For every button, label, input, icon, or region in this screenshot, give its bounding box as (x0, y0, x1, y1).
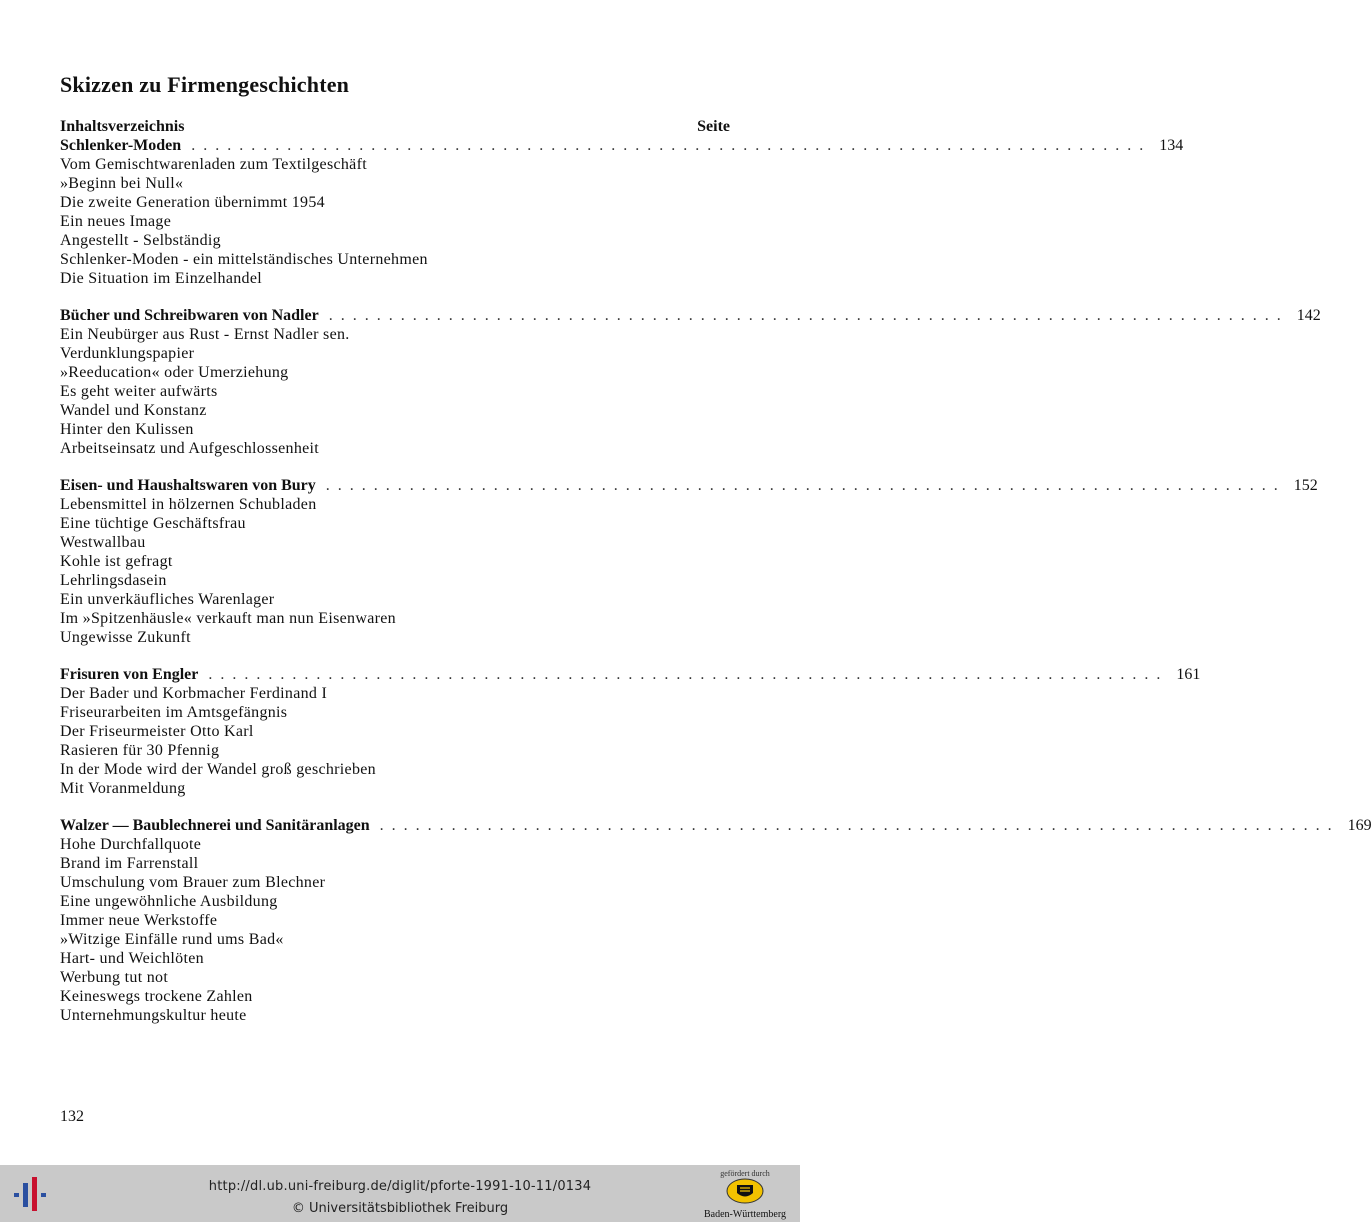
toc-entry: Friseurarbeiten im Amtsgefängnis (60, 704, 288, 721)
section-items (60, 495, 730, 647)
toc-entry: Im »Spitzenhäusle« verkauft man nun Eisenwaren (60, 610, 396, 627)
section-page-number: 161 (1176, 666, 1201, 683)
toc-entry: Unternehmungskultur heute (60, 1007, 247, 1024)
toc-section (60, 816, 1372, 1025)
toc-entry: »Witzige Einfälle rund ums Bad« (60, 931, 284, 948)
section-items (60, 325, 730, 458)
toc-entry: Brand im Farrenstall (60, 855, 199, 872)
dot-leader: . . . . . . . . . . . . . . . . . . . . . . . . . . . . . . . . . . . . . . . . . . . . . . . . . . . . . . . . . . . . . . . . . . . . . . . . . . . . . . . . (208, 666, 1163, 683)
toc-entry: Ein Neubürger aus Rust - Ernst Nadler sen. (60, 326, 350, 343)
toc-entry: Kohle ist gefragt (60, 553, 173, 570)
toc-entry: Wandel und Konstanz (60, 402, 207, 419)
toc-entry: Es geht weiter aufwärts (60, 383, 218, 400)
sponsor-logo (690, 1167, 800, 1222)
dot-leader: . . . . . . . . . . . . . . . . . . . . . . . . . . . . . . . . . . . . . . . . . . . . . . . . . . . . . . . . . . . . . . . . . . . . . . . . . . . . . . . . (325, 477, 1280, 494)
toc-entry: Mit Voranmeldung (60, 780, 186, 797)
section-title: Frisuren von Engler (60, 666, 199, 683)
sponsor-label-bottom: Baden-Württemberg (703, 1209, 786, 1220)
table-of-contents (60, 117, 1372, 1043)
toc-entry: In der Mode wird der Wandel groß geschrieben (60, 761, 376, 778)
toc-sections (60, 136, 1372, 1025)
toc-section (60, 665, 1201, 798)
section-title: Walzer — Baublechnerei und Sanitäranlagen (60, 817, 370, 834)
toc-entry: Rasieren für 30 Pfennig (60, 742, 220, 759)
toc-entry: Keineswegs trockene Zahlen (60, 988, 253, 1005)
footer-bar (0, 1165, 800, 1222)
section-items (60, 684, 730, 798)
section-page-number: 152 (1293, 477, 1318, 494)
page-number: 132 (60, 1108, 84, 1125)
toc-entry: Ein unverkäufliches Warenlager (60, 591, 275, 608)
toc-entry: Westwallbau (60, 534, 146, 551)
page-column-label: Seite (697, 118, 730, 135)
section-page-number: 169 (1347, 817, 1372, 834)
toc-entry: Der Friseurmeister Otto Karl (60, 723, 254, 740)
toc-entry: Lehrlingsdasein (60, 572, 167, 589)
toc-section-heading (60, 816, 1372, 835)
copyright-notice: © Universitätsbibliothek Freiburg (291, 1201, 509, 1216)
toc-section-heading (60, 306, 1321, 325)
toc-entry: Umschulung vom Brauer zum Blechner (60, 874, 326, 891)
section-items (60, 835, 730, 1025)
toc-header (60, 117, 730, 136)
toc-entry: Eine tüchtige Geschäftsfrau (60, 515, 246, 532)
toc-entry: Hart- und Weichlöten (60, 950, 204, 967)
toc-entry: Hinter den Kulissen (60, 421, 194, 438)
toc-entry: Eine ungewöhnliche Ausbildung (60, 893, 278, 910)
toc-entry: Ungewisse Zukunft (60, 629, 191, 646)
toc-section-heading (60, 136, 1184, 155)
toc-section-heading (60, 665, 1201, 684)
toc-entry: Arbeitseinsatz und Aufgeschlossenheit (60, 440, 320, 457)
state-seal-icon (725, 1178, 765, 1204)
permalink-url[interactable]: http://dl.ub.uni-freiburg.de/diglit/pforte-1991-10-11/0134 (208, 1179, 592, 1194)
toc-entry: Vom Gemischtwarenladen zum Textilgeschäft (60, 156, 367, 173)
toc-entry: Immer neue Werkstoffe (60, 912, 218, 929)
toc-entry: Lebensmittel in hölzernen Schubladen (60, 496, 317, 513)
toc-entry: Der Bader und Korbmacher Ferdinand I (60, 685, 328, 702)
section-title: Bücher und Schreibwaren von Nadler (60, 307, 319, 324)
toc-section (60, 136, 1184, 288)
section-items (60, 155, 730, 288)
page-title: Skizzen zu Firmengeschichten (60, 72, 350, 97)
section-title: Eisen- und Haushaltswaren von Bury (60, 477, 316, 494)
toc-section (60, 476, 1318, 647)
toc-entry: »Beginn bei Null« (60, 175, 184, 192)
toc-label: Inhaltsverzeichnis (60, 118, 185, 135)
toc-section (60, 306, 1321, 458)
toc-section-heading (60, 476, 1318, 495)
toc-entry: Schlenker-Moden - ein mittelständisches Unternehmen (60, 251, 428, 268)
toc-entry: Hohe Durchfallquote (60, 836, 202, 853)
section-page-number: 134 (1159, 137, 1184, 154)
toc-entry: Angestellt - Selbständig (60, 232, 221, 249)
section-title: Schlenker-Moden (60, 137, 182, 154)
sponsor-label-top: gefördert durch (720, 1169, 770, 1178)
toc-entry: Verdunklungspapier (60, 345, 195, 362)
dot-leader: . . . . . . . . . . . . . . . . . . . . . . . . . . . . . . . . . . . . . . . . . . . . . . . . . . . . . . . . . . . . . . . . . . . . . . . . . . . . . . . . (191, 137, 1146, 154)
dot-leader: . . . . . . . . . . . . . . . . . . . . . . . . . . . . . . . . . . . . . . . . . . . . . . . . . . . . . . . . . . . . . . . . . . . . . . . . . . . . . . . . (328, 307, 1283, 324)
toc-entry: Werbung tut not (60, 969, 169, 986)
toc-entry: Die zweite Generation übernimmt 1954 (60, 194, 325, 211)
dot-leader: . . . . . . . . . . . . . . . . . . . . . . . . . . . . . . . . . . . . . . . . . . . . . . . . . . . . . . . . . . . . . . . . . . . . . . . . . . . . . . . . (379, 817, 1334, 834)
toc-entry: »Reeducation« oder Umerziehung (60, 364, 289, 381)
toc-entry: Ein neues Image (60, 213, 172, 230)
section-page-number: 142 (1296, 307, 1321, 324)
toc-entry: Die Situation im Einzelhandel (60, 270, 262, 287)
